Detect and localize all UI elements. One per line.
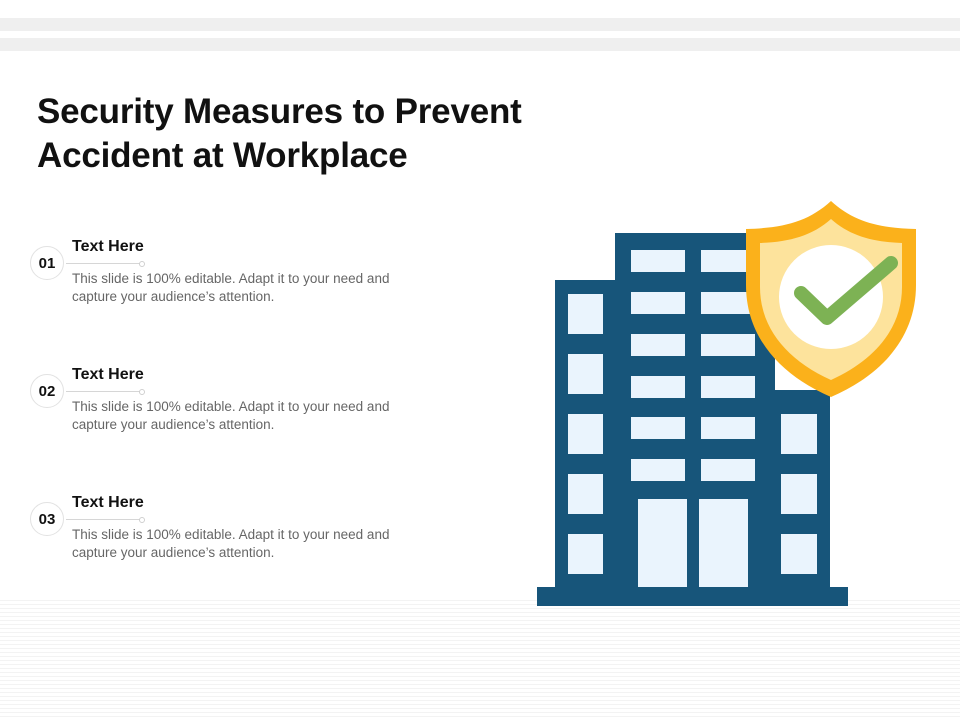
list-item — [30, 494, 410, 574]
item-number: 03 — [30, 502, 64, 536]
footer-lines — [0, 600, 960, 720]
connector-line — [66, 391, 142, 392]
connector-line — [66, 263, 142, 264]
item-description: This slide is 100% editable. Adapt it to your need and capture your audience’s attention. — [72, 399, 390, 432]
building-shield-illustration — [536, 198, 918, 608]
list-item — [30, 366, 410, 446]
connector-line — [66, 519, 142, 520]
header-band-top — [0, 18, 960, 31]
item-heading: Text Here — [72, 366, 144, 383]
slide-title: Security Measures to Prevent Accident at Workplace — [37, 92, 522, 175]
item-heading: Text Here — [72, 238, 144, 255]
item-number: 01 — [30, 246, 64, 280]
item-description: This slide is 100% editable. Adapt it to your need and capture your audience’s attention. — [72, 527, 390, 560]
header-band-bottom — [0, 38, 960, 51]
list-item — [30, 238, 410, 318]
item-description: This slide is 100% editable. Adapt it to your need and capture your audience’s attention. — [72, 271, 390, 304]
item-number: 02 — [30, 374, 64, 408]
item-heading: Text Here — [72, 494, 144, 511]
